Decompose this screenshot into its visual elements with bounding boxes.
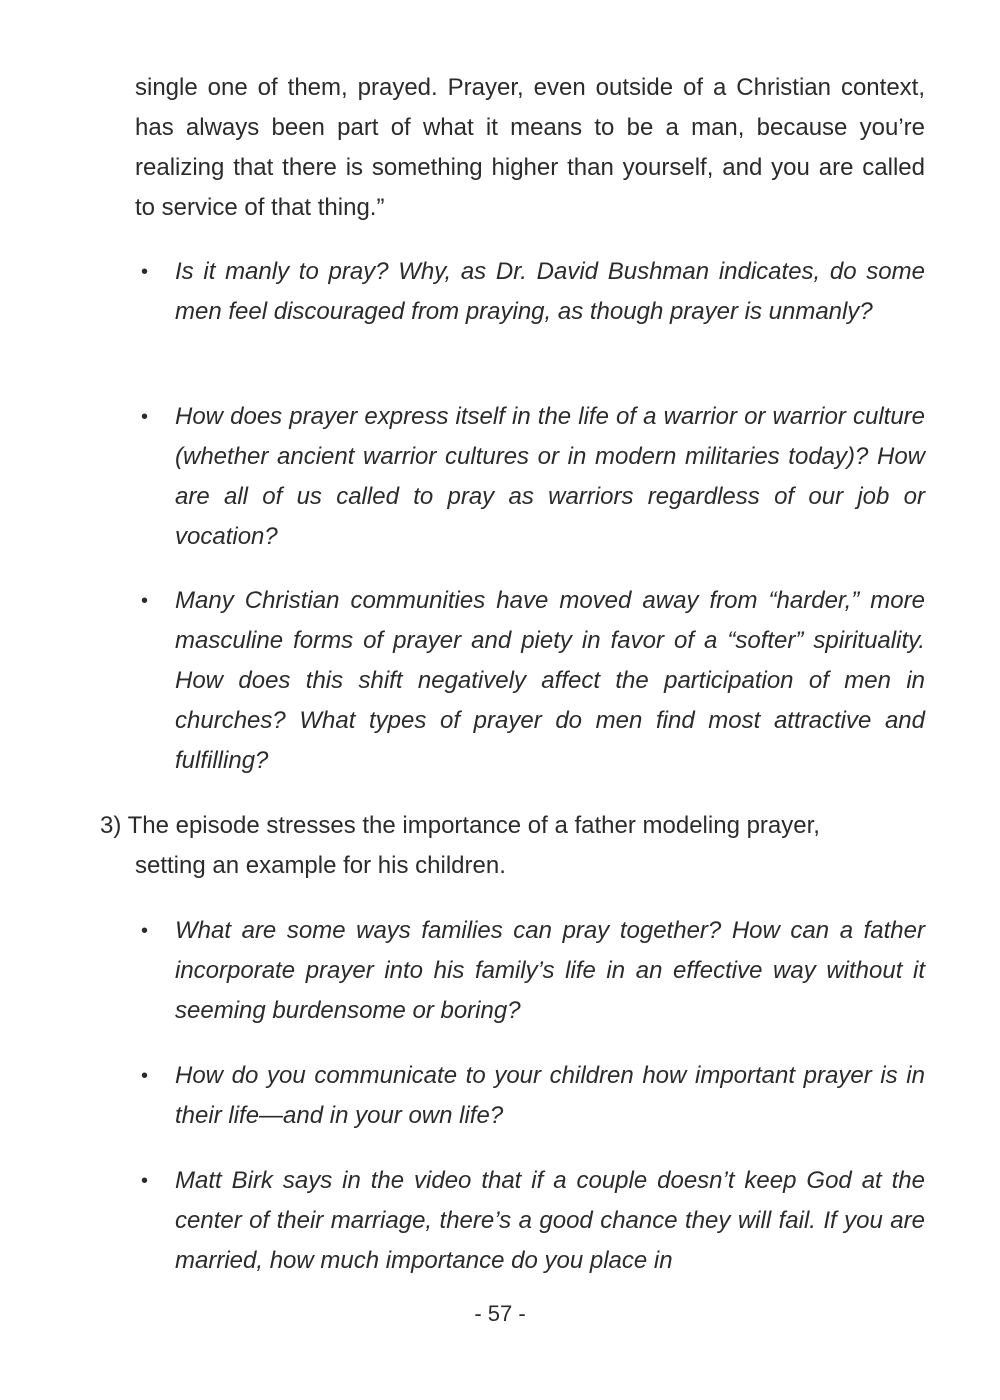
item-number: 3) — [100, 812, 122, 839]
bullet-question: Many Christian communities have moved away from “harder,” more masculine forms of prayer and piety in favor of a “softer” spirituality. How does this shift negatively affect the participation of men in churches? What types of prayer do men find most attractive and fulfilling? — [175, 587, 925, 774]
bullet-icon: • — [141, 1065, 149, 1087]
bullet-question: Is it manly to pray? Why, as Dr. David Bushman indicates, do some men feel discouraged from praying, as though prayer is unmanly? — [175, 258, 925, 325]
item-text-line-1: The episode stresses the importance of a father modeling prayer, — [127, 812, 820, 839]
intro-paragraph: single one of them, prayed. Prayer, even outside of a Christian context, has always been part of what it means to be a man, because you’re realizing that there is something higher than yourself, and you are called to service of that thing.” — [135, 74, 925, 221]
page-number: - 57 - — [474, 1301, 526, 1326]
bullet-icon: • — [141, 1170, 149, 1192]
bullet-icon: • — [141, 920, 149, 942]
bullet-icon: • — [141, 590, 149, 612]
bullet-question: What are some ways families can pray together? How can a father incorporate prayer into his family’s life in an effective way without it seeming burdensome or boring? — [175, 917, 925, 1024]
bullet-icon: • — [141, 261, 149, 283]
item-text-line-2: setting an example for his children. — [135, 852, 506, 879]
bullet-question: Matt Birk says in the video that if a couple doesn’t keep God at the center of their marriage, there’s a good chance they will fail. If you are married, how much importance do you place in — [175, 1167, 925, 1274]
bullet-question: How do you communicate to your children how important prayer is in their life—and in your own life? — [175, 1062, 925, 1129]
bullet-icon: • — [141, 406, 149, 428]
bullet-question: How does prayer express itself in the life of a warrior or warrior culture (whether ancient warrior cultures or in modern militaries today)? How are all of us called to pray as warriors regardless of our job or vocation? — [175, 403, 925, 550]
